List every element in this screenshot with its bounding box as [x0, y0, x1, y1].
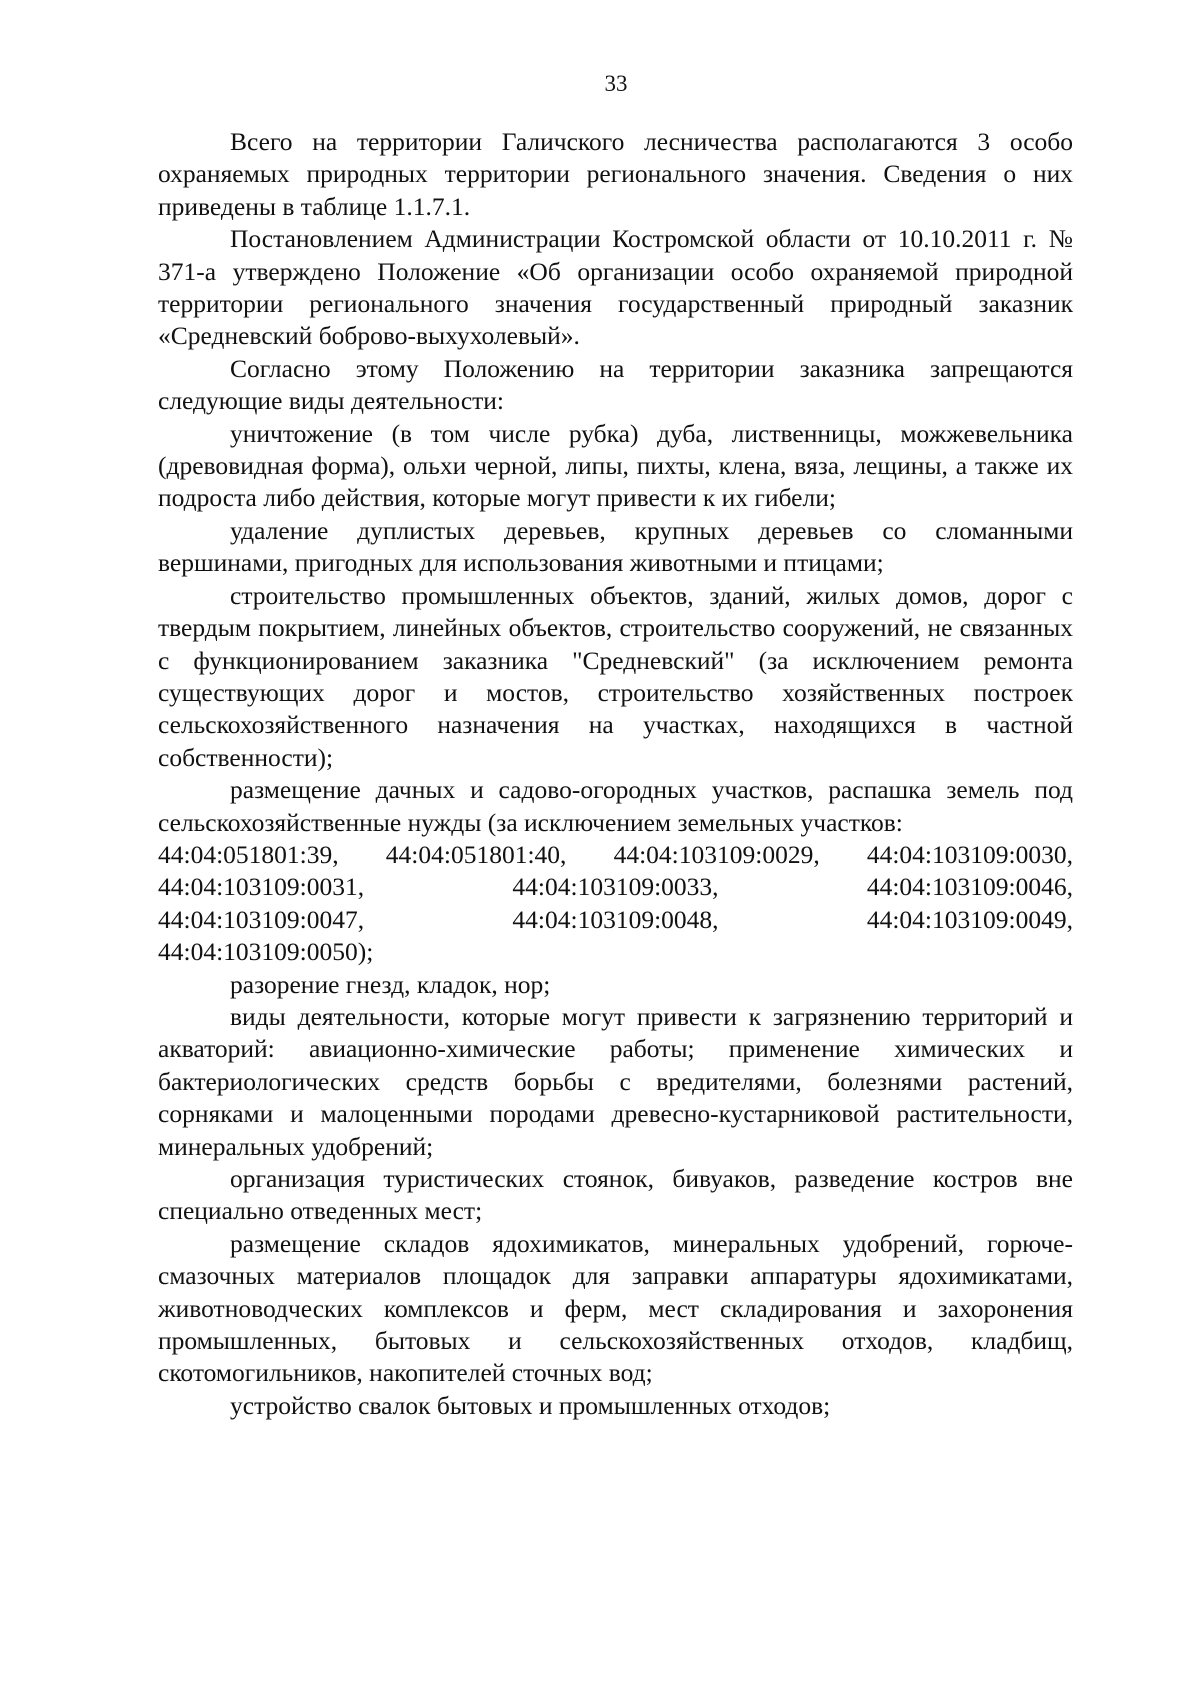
list-item-storage: размещение складов ядохимикатов, минеральных удобрений, горюче-смазочных материалов площадок для заправки аппаратуры ядохимикатами, животноводческих комплексов и ферм, мест складирования и захоронения промышленных, бытовых и сельскохозяйственных отходов, кладбищ, скотомогильников, накопителей сточных вод; [158, 1228, 1073, 1388]
cadastral-codes [158, 839, 1073, 969]
cadastral-code: 44:04:051801:39, [158, 839, 339, 869]
cadastral-code: 44:04:103109:0029, [613, 839, 820, 869]
cadastral-code: 44:04:103109:0046, [866, 872, 1073, 902]
list-item-pollution: виды деятельности, которые могут привести к загрязнению территорий и акваторий: авиационно-химические работы; применение химических и бактериологических средств борьбы с вредителями, болезнями растений, сорняками и малоценными породами древесно-кустарниковой растительности, минеральных удобрений; [158, 1001, 1073, 1161]
cadastral-code: 44:04:103109:0050); [158, 937, 374, 967]
list-item-tree-destruction: уничтожение (в том числе рубка) дуба, лиственницы, можжевельника (древовидная форма), ольхи черной, липы, пихты, клена, вяза, лещины, а также их подроста либо действия, которые могут привести к их гибели; [158, 418, 1073, 513]
cadastral-code: 44:04:103109:0031, [158, 872, 365, 902]
list-item-land-plots: размещение дачных и садово-огородных участков, распашка земель под сельскохозяйственные нужды (за исключением земельных участков: [158, 775, 1073, 837]
document-body [158, 126, 1073, 1422]
cadastral-code: 44:04:103109:0048, [512, 904, 719, 934]
list-item-hollow-trees: удаление дуплистых деревьев, крупных деревьев со сломанными вершинами, пригодных для использования животными и птицами; [158, 515, 1073, 578]
cadastral-codes-row [158, 839, 1073, 871]
list-item-construction: строительство промышленных объектов, зданий, жилых домов, дорог с твердым покрытием, линейных объектов, строительство сооружений, не связанных с функционированием заказника "Средневский" (за исключением ремонта существующих дорог и мостов, строительство хозяйственных построек сельскохозяйственного назначения на участках, находящихся в частной собственности); [158, 580, 1073, 772]
cadastral-codes-row [158, 904, 1073, 936]
cadastral-code: 44:04:103109:0047, [158, 904, 365, 934]
list-item-nests: разорение гнезд, кладок, нор; [230, 969, 551, 999]
cadastral-code: 44:04:103109:0049, [866, 904, 1073, 934]
cadastral-code: 44:04:103109:0030, [866, 839, 1073, 869]
cadastral-codes-row [158, 871, 1073, 903]
paragraph-resolution: Постановлением Администрации Костромской области от 10.10.2011 г. № 371-а утверждено Положение «Об организации особо охраняемой природной территории регионального значения государственный природный заказник «Средневский боброво-выхухолевый». [158, 224, 1073, 351]
list-item-camping: организация туристических стоянок, бивуаков, разведение костров вне специально отведенных мест; [158, 1163, 1073, 1226]
paragraph-prohibitions-intro: Согласно этому Положению на территории заказника запрещаются следующие виды деятельности: [158, 353, 1073, 416]
page-number: 33 [604, 71, 628, 96]
list-item-dumps: устройство свалок бытовых и промышленных отходов; [230, 1390, 831, 1420]
cadastral-code: 44:04:051801:40, [385, 839, 567, 869]
paragraph-intro: Всего на территории Галичского лесничества располагаются 3 особо охраняемых природных территории регионального значения. Сведения о них приведены в таблице 1.1.7.1. [158, 127, 1073, 221]
cadastral-code: 44:04:103109:0033, [512, 872, 719, 902]
